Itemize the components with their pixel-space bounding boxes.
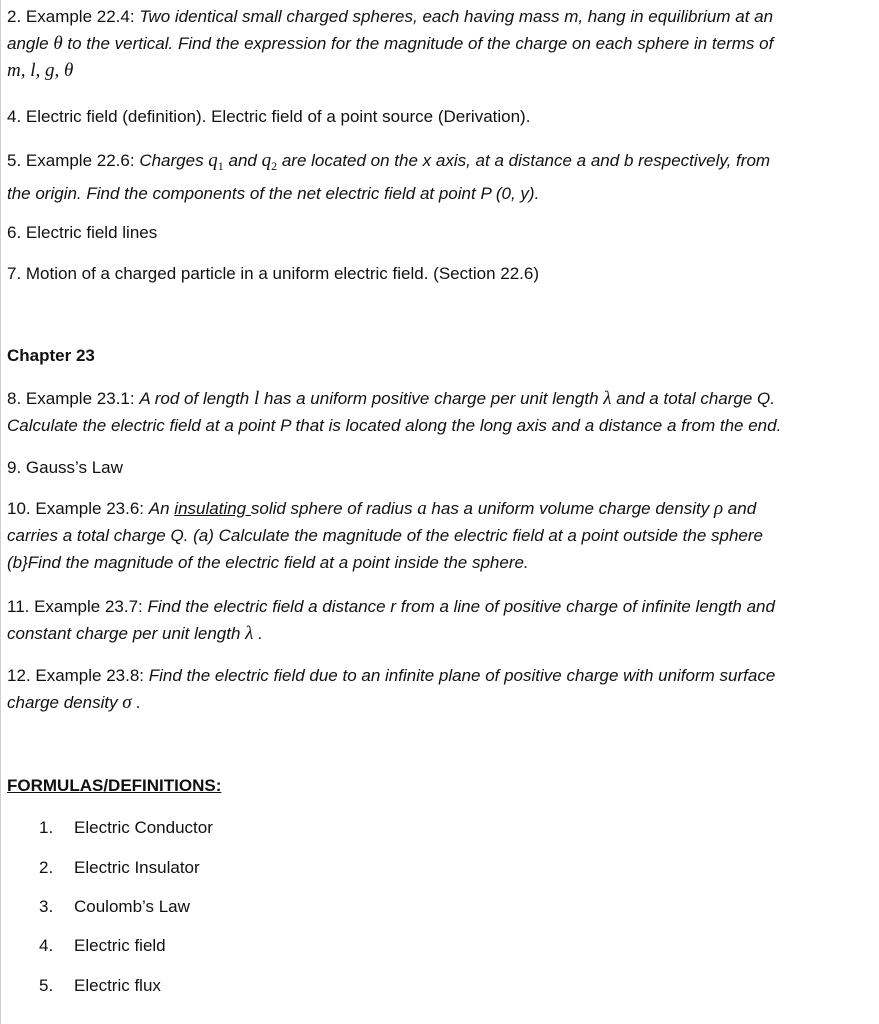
list-item-text: Electric Conductor — [74, 818, 213, 837]
item-8-lead: 8. Example 23.1: — [7, 389, 140, 408]
radius-a-symbol: a — [417, 498, 427, 519]
item-11-text-b2: . — [253, 624, 263, 643]
q2-symbol — [262, 150, 278, 171]
item-8 — [7, 385, 873, 439]
item-12-text-b1: charge density — [7, 693, 123, 712]
item-10-text-a3: has a uniform volume charge density — [426, 499, 714, 518]
item-7 — [7, 260, 873, 287]
sigma-symbol: σ — [122, 692, 132, 713]
item-10-text-c: (b}Find the magnitude of the electric field at a point inside the sphere. — [7, 553, 529, 572]
item-12-text-a: Find the electric field due to an infinite plane of positive charge with uniform surface — [148, 666, 776, 685]
list-item-number: 1. — [39, 818, 54, 837]
item-12-text-b2: . — [131, 693, 142, 712]
item-12-lead: 12. Example 23.8: — [7, 666, 149, 685]
lambda-symbol: λ — [603, 388, 612, 409]
item-2 — [7, 3, 873, 84]
item-2-text-a: Two identical small charged spheres, each having mass m, hang in equilibrium at an — [139, 7, 774, 26]
item-8-text-a1: A rod of length — [139, 389, 254, 408]
list-item-text: Coulomb’s Law — [74, 897, 190, 916]
q1-subscript: 1 — [217, 159, 224, 173]
item-12 — [7, 662, 873, 716]
item-6 — [7, 219, 873, 246]
item-9-text: 9. Gauss’s Law — [7, 458, 123, 477]
lambda-symbol-2: λ — [245, 623, 254, 644]
item-5 — [7, 147, 873, 207]
item-10-text-a1: An — [148, 499, 175, 518]
formulas-heading-text: FORMULAS/DEFINITIONS: — [7, 776, 222, 795]
list-item-text: Electric flux — [74, 976, 161, 995]
item-4-text: 4. Electric field (definition). Electric field of a point source (Derivation). — [7, 107, 531, 126]
q1-letter: q — [208, 150, 218, 171]
item-8-text-b: Calculate the electric field at a point P that is located along the long axis and a distance a from the end. — [7, 416, 782, 435]
item-10-lead: 10. Example 23.6: — [7, 499, 149, 518]
item-5-text-b: the origin. Find the components of the net electric field at point P (0, y). — [7, 184, 540, 203]
rho-symbol: ρ — [713, 498, 724, 519]
item-2-text-b2: to the vertical. Find the expression for the magnitude of the charge on each sphere in terms of — [62, 34, 774, 53]
list-item-number: 2. — [39, 858, 54, 877]
item-2-lead: 2. Example 22.4: — [7, 7, 140, 26]
q2-subscript: 2 — [271, 159, 278, 173]
item-9 — [7, 454, 873, 481]
list-item — [39, 972, 161, 999]
list-item — [39, 814, 213, 841]
list-item-text: Electric field — [74, 936, 166, 955]
item-8-text-a3: and a total charge Q. — [611, 389, 775, 408]
item-11-text-b1: constant charge per unit length — [7, 624, 246, 643]
item-10-text-b: carries a total charge Q. (a) Calculate the magnitude of the electric field at a point outside the sphere — [7, 526, 763, 545]
item-7-text: 7. Motion of a charged particle in a uniform electric field. (Section 22.6) — [7, 264, 539, 283]
chapter-title: Chapter 23 — [7, 346, 95, 365]
item-5-text-a2: are located on the x axis, at a distance a and b respectively, from — [277, 151, 771, 170]
item-11-text-a: Find the electric field a distance r from a line of positive charge of infinite length and — [147, 597, 775, 616]
item-11-lead: 11. Example 23.7: — [7, 597, 148, 616]
item-10-text-a4: and — [723, 499, 757, 518]
theta-symbol: θ — [53, 33, 63, 54]
formulas-heading — [7, 772, 873, 799]
list-item — [39, 932, 166, 959]
list-item-number: 4. — [39, 936, 54, 955]
insulating-underlined: insulating — [174, 499, 251, 518]
item-6-text: 6. Electric field lines — [7, 223, 158, 242]
list-item — [39, 854, 200, 881]
length-l-symbol: l — [253, 388, 260, 409]
chapter-heading — [7, 342, 873, 369]
q1-symbol — [208, 150, 224, 171]
q2-letter: q — [261, 150, 272, 171]
item-10-text-a2: solid sphere of radius — [250, 499, 418, 518]
item-2-text-b1: angle — [7, 34, 54, 53]
item-10 — [7, 495, 873, 576]
list-item — [39, 893, 190, 920]
item-8-text-a2: has a uniform positive charge per unit length — [259, 389, 604, 408]
item-2-variables: m, l, g, θ — [7, 60, 74, 81]
list-item-text: Electric Insulator — [74, 858, 200, 877]
item-4 — [7, 103, 873, 130]
item-5-and: and — [223, 151, 262, 170]
list-item-number: 5. — [39, 976, 54, 995]
item-11 — [7, 593, 873, 647]
item-5-text-a1: Charges — [139, 151, 209, 170]
item-5-lead: 5. Example 22.6: — [7, 151, 140, 170]
list-item-number: 3. — [39, 897, 54, 916]
